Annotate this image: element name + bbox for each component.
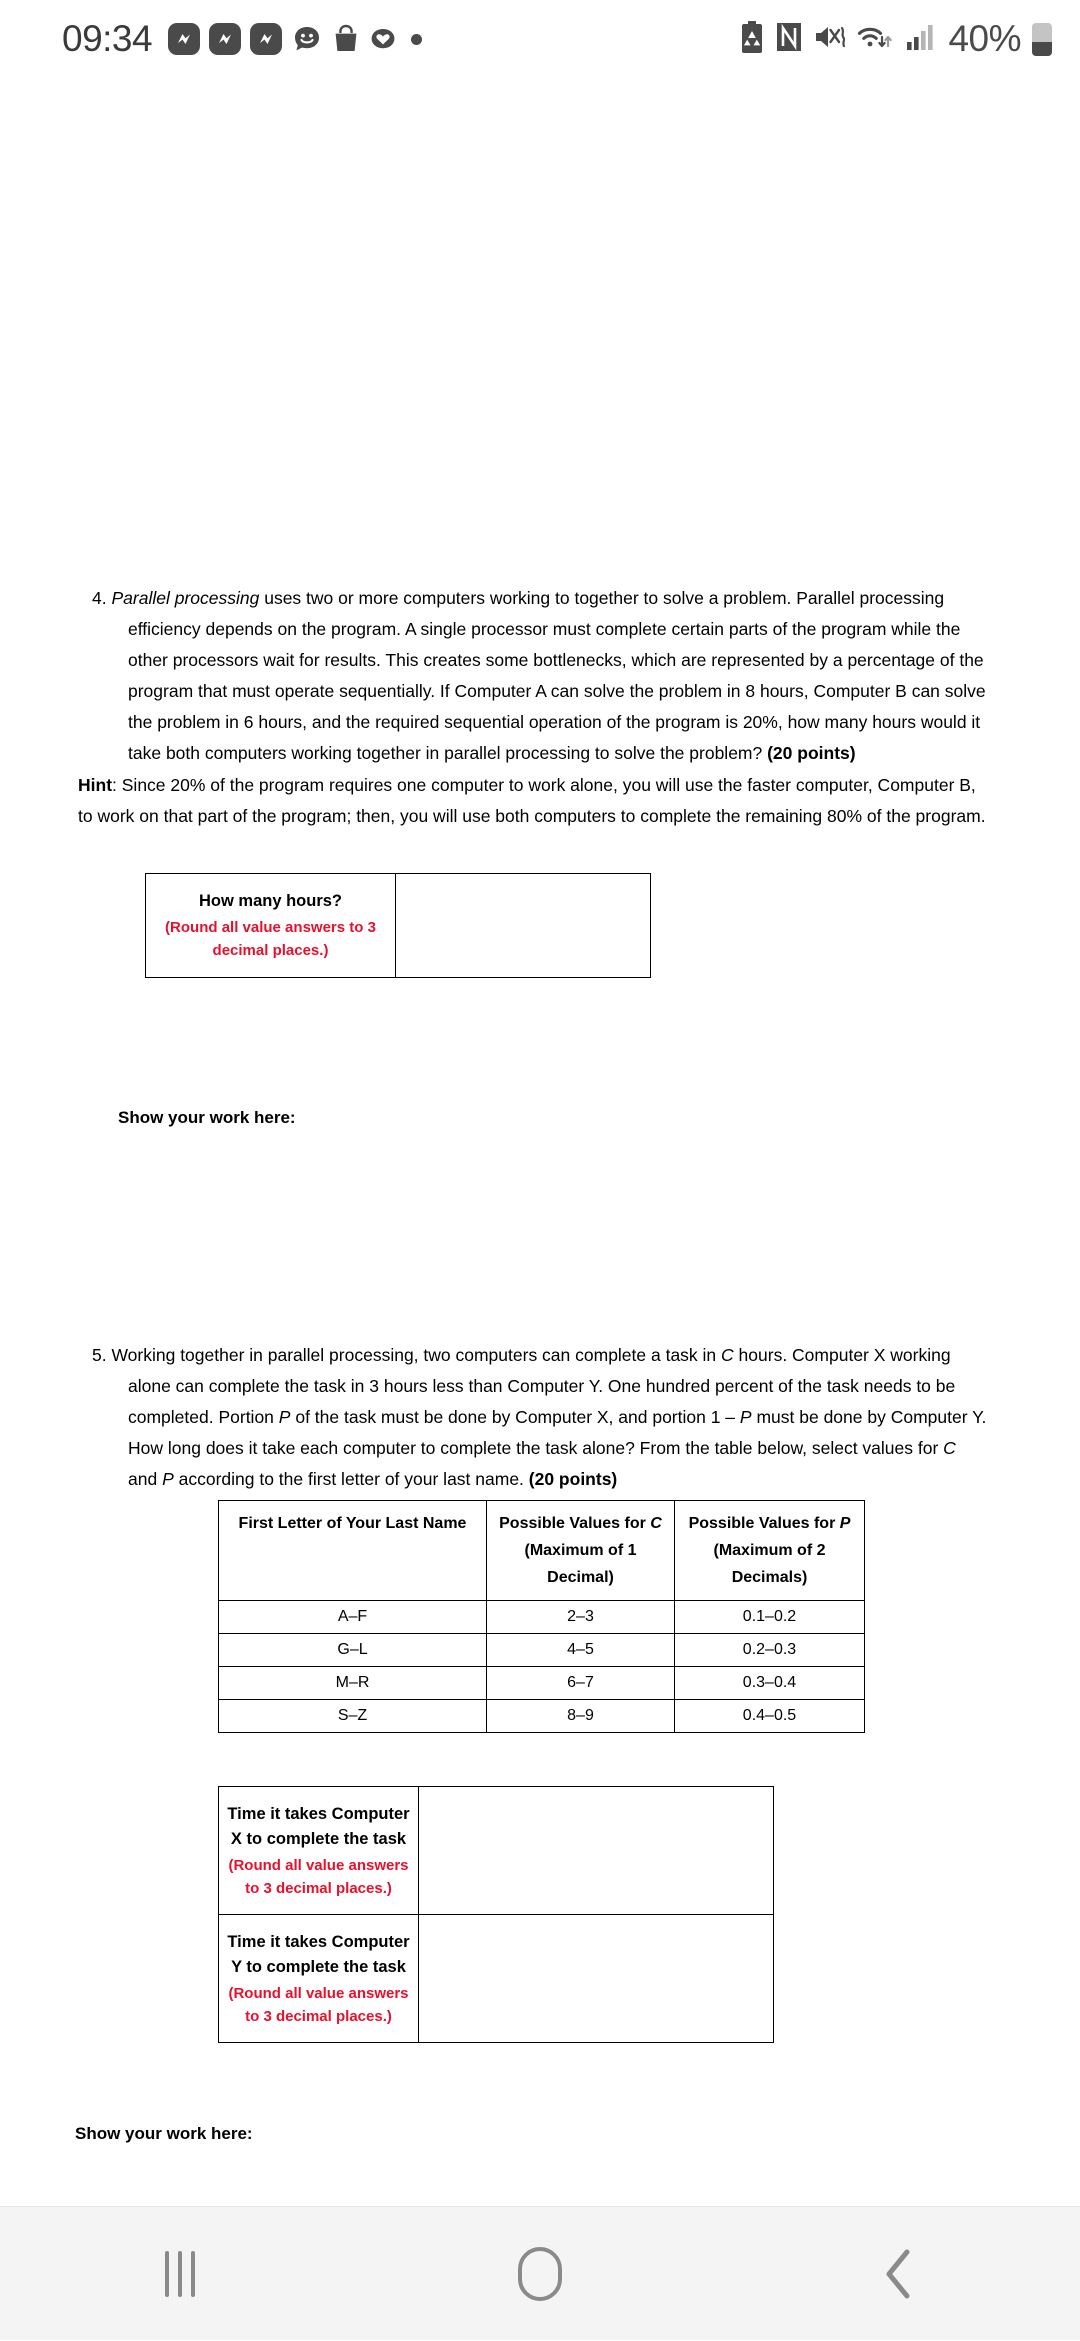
computer-x-label-cell: Time it takes Computer X to complete the task (Round all value answers to 3 decimal places.) [219, 1787, 419, 1915]
table-row [219, 1700, 865, 1733]
status-bar-left [62, 18, 422, 60]
cellular-signal-icon [905, 22, 935, 57]
document-page [0, 78, 1080, 2206]
question-5-answer-table-wrap [218, 1786, 774, 2043]
value-c: 6–7 [487, 1667, 675, 1700]
question-5-points: (20 points) [529, 1469, 617, 1489]
question-4-block [92, 583, 988, 769]
status-clock: 09:34 [62, 18, 152, 60]
variable-p: P [279, 1407, 291, 1427]
status-bar-right [739, 18, 1052, 60]
selection-table-wrap [218, 1500, 865, 1733]
table-row [219, 1915, 774, 2043]
home-button[interactable] [440, 2207, 640, 2341]
android-navigation-bar [0, 2206, 1080, 2340]
letter-range: S–Z [219, 1700, 487, 1733]
question-5-block [92, 1340, 988, 1495]
header-first-letter: First Letter of Your Last Name [219, 1501, 487, 1601]
value-selection-table [218, 1500, 865, 1733]
how-many-hours-label-cell [146, 874, 396, 978]
value-p: 0.3–0.4 [675, 1667, 865, 1700]
back-chevron-icon [873, 2244, 927, 2304]
letter-range: G–L [219, 1634, 487, 1667]
table-header-row [219, 1501, 865, 1601]
question-4-answer-table [145, 873, 651, 978]
status-bar [0, 0, 1080, 78]
letter-range: M–R [219, 1667, 487, 1700]
question-4-answer-table-wrap [145, 873, 651, 978]
question-5-number: 5. [92, 1345, 107, 1365]
heart-chat-notification-icon [369, 25, 397, 53]
news-app-notification-icon [168, 23, 200, 55]
more-notifications-dot-icon [411, 34, 422, 45]
value-p: 0.2–0.3 [675, 1634, 865, 1667]
letter-range: A–F [219, 1601, 487, 1634]
question-4-term: Parallel processing [111, 588, 259, 608]
computer-x-answer-cell[interactable] [419, 1787, 774, 1915]
value-p: 0.1–0.2 [675, 1601, 865, 1634]
value-c: 4–5 [487, 1634, 675, 1667]
wifi-icon [856, 21, 896, 58]
question-5-work-label-wrap [75, 2124, 253, 2144]
battery-icon [1032, 23, 1052, 56]
shopping-bag-notification-icon [332, 24, 360, 54]
chat-smiley-notification-icon [291, 23, 323, 55]
recents-button[interactable] [80, 2207, 280, 2341]
question-4-work-label-wrap [118, 1108, 296, 1128]
question-4-body: uses two or more computers working to together to solve a problem. Parallel processing efficiency depends on the program. A single processor must complete certain parts of the program while the other processors wait for results. This creates some bottlenecks, which are represented by a percentage of the program that must operate sequentially. If Computer A can solve the problem in 8 hours, Computer B can solve the problem in 6 hours, and the required sequential operation of the program is 20%, how many hours would it take both computers working together in parallel processing to solve the problem? [128, 588, 986, 763]
rounding-note: (Round all value answers to 3 decimal places.) [227, 1982, 410, 2028]
question-4-number: 4. [92, 588, 107, 608]
variable-c: C [721, 1345, 734, 1365]
rounding-note: (Round all value answers to 3 decimal places.) [227, 1854, 410, 1900]
header-possible-c: Possible Values for C (Maximum of 1 Decimal) [487, 1501, 675, 1601]
table-row [219, 1787, 774, 1915]
how-many-hours-answer-cell[interactable] [396, 874, 651, 978]
variable-p: P [740, 1407, 752, 1427]
question-4-text [92, 583, 988, 769]
nfc-icon [774, 21, 804, 58]
computer-y-answer-cell[interactable] [419, 1915, 774, 2043]
value-c: 2–3 [487, 1601, 675, 1634]
battery-saver-icon [739, 20, 765, 59]
news-app-notification-icon [250, 23, 282, 55]
header-possible-p: Possible Values for P (Maximum of 2 Decimals) [675, 1501, 865, 1601]
table-row [219, 1601, 865, 1634]
battery-percentage-label: 40% [948, 18, 1021, 60]
table-row [219, 1634, 865, 1667]
table-row [219, 1667, 865, 1700]
hint-label: Hint [78, 775, 112, 795]
rounding-note: (Round all value answers to 3 decimal places.) [154, 916, 387, 962]
table-row [146, 874, 651, 978]
how-many-hours-label: How many hours? [199, 892, 342, 910]
mute-vibrate-icon [813, 21, 847, 58]
variable-c: C [943, 1438, 956, 1458]
variable-p: P [162, 1469, 174, 1489]
question-4-points: (20 points) [767, 743, 855, 763]
show-your-work-label: Show your work here: [75, 2124, 253, 2144]
news-app-notification-icon [209, 23, 241, 55]
back-button[interactable] [800, 2207, 1000, 2341]
value-c: 8–9 [487, 1700, 675, 1733]
recents-icon [165, 2251, 195, 2297]
value-p: 0.4–0.5 [675, 1700, 865, 1733]
hint-body: : Since 20% of the program requires one computer to work alone, you will use the faster computer, Computer B, to work on that part of the program; then, you will use both computers to complete the remaining 80% of the program. [78, 775, 986, 826]
question-4-hint [78, 770, 988, 832]
question-5-text: 5. Working together in parallel processing, two computers can complete a task in C hours. Computer X working alone can complete the task in 3 hours less than Computer Y. One hundred percent of the task needs to be completed. Portion P of the task must be done by Computer X, and portion 1 – P must be done by Computer Y. How long does it take each computer to complete the task alone? From the table below, select values for C and P according to the first letter of your last name. (20 points) [92, 1340, 988, 1495]
computer-y-label-cell: Time it takes Computer Y to complete the task (Round all value answers to 3 decimal places.) [219, 1915, 419, 2043]
show-your-work-label: Show your work here: [118, 1108, 296, 1128]
home-icon [518, 2247, 562, 2301]
question-5-answer-table [218, 1786, 774, 2043]
